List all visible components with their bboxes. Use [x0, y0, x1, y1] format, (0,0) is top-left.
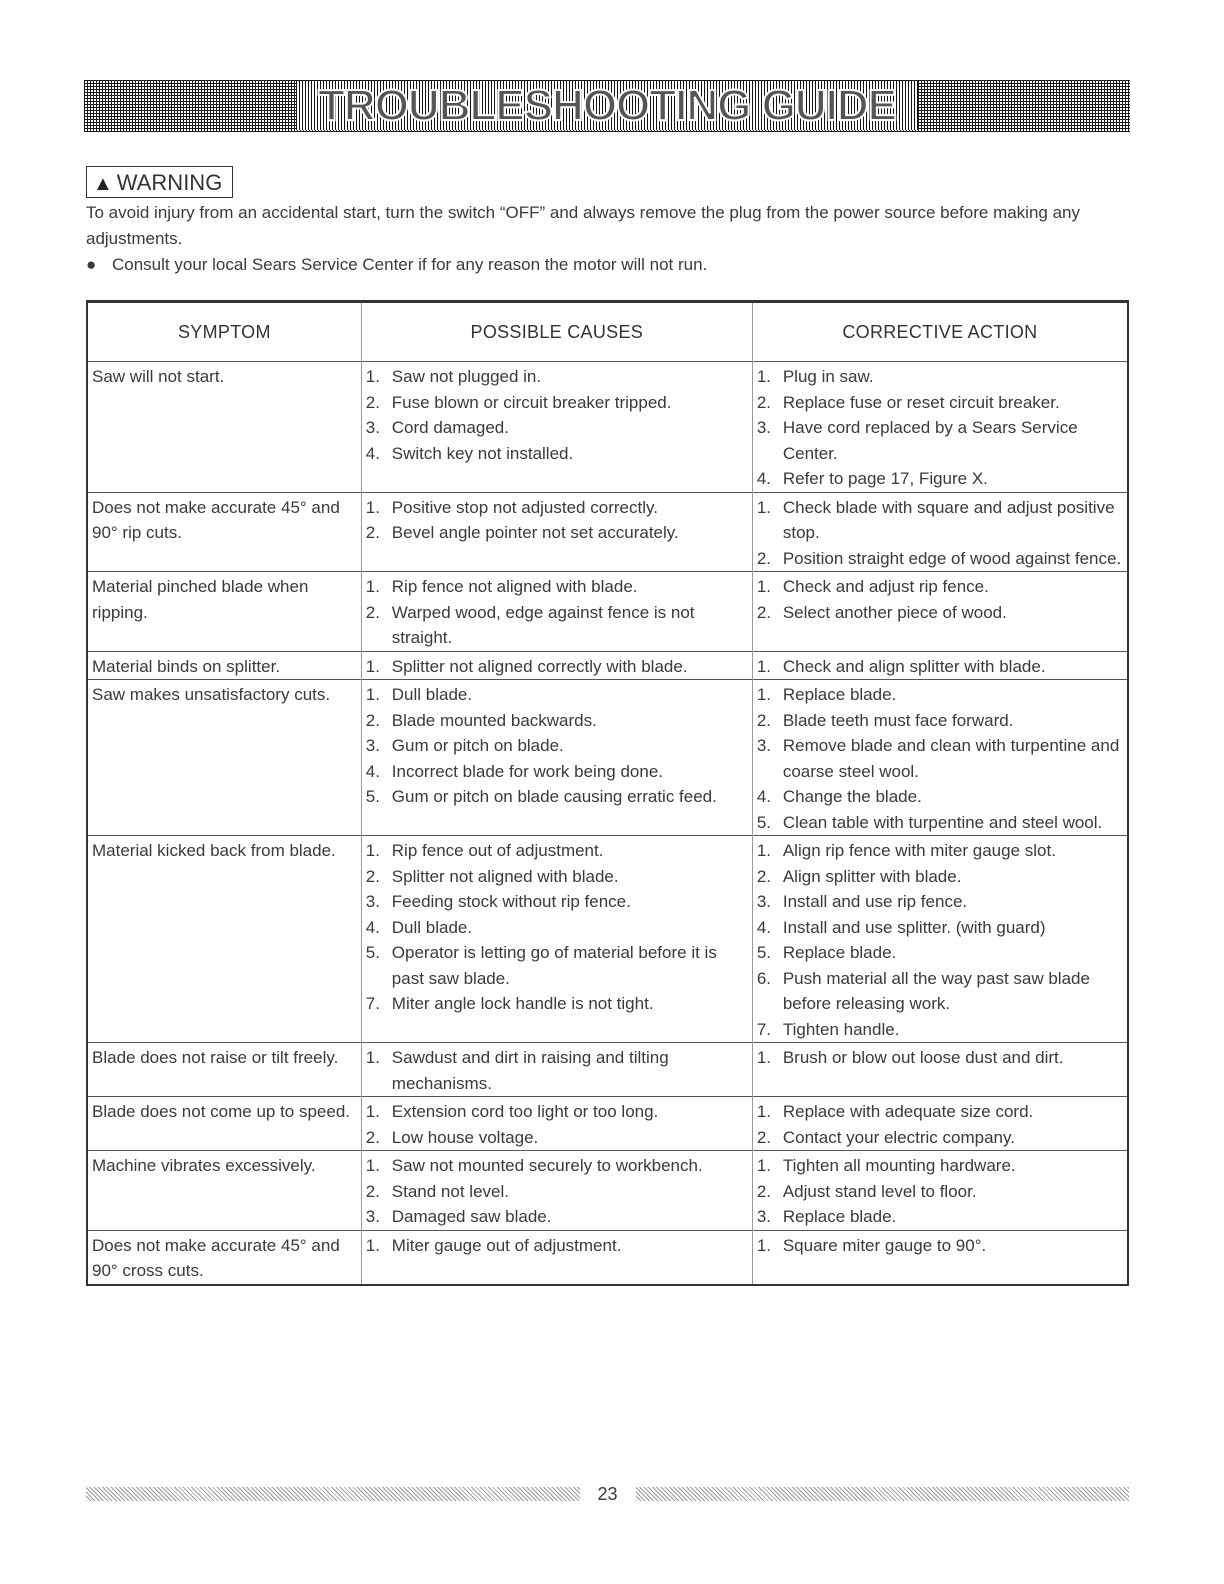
symptom-cell: Saw makes unsatisfactory cuts.: [87, 680, 361, 836]
item-number: 5.: [365, 787, 380, 806]
item-text: Positive stop not adjusted correctly.: [391, 497, 658, 517]
item-text: Miter gauge out of adjustment.: [391, 1235, 622, 1255]
action-item: [757, 466, 1125, 492]
item-text: Incorrect blade for work being done.: [391, 761, 663, 781]
item-number: 5.: [756, 812, 772, 832]
cause-item: [366, 520, 750, 546]
symptom-cell: Material binds on splitter.: [87, 651, 361, 680]
item-text: Switch key not installed.: [391, 443, 574, 463]
cause-item: [366, 682, 750, 708]
item-text: Plug in saw.: [782, 367, 874, 386]
item-text: Select another piece of wood.: [782, 602, 1007, 622]
causes-cell: [361, 1097, 752, 1151]
table-row: [87, 362, 1128, 493]
item-text: Blade teeth must face forward.: [782, 710, 1014, 730]
item-text: Tighten all mounting hardware.: [782, 1156, 1016, 1175]
cause-item: [366, 838, 750, 864]
causes-cell: [361, 680, 752, 836]
symptom-cell: Blade does not come up to speed.: [87, 1097, 361, 1151]
cause-item: [366, 759, 750, 785]
item-number: 2.: [756, 866, 772, 886]
item-number: 2.: [756, 1181, 772, 1201]
warning-text-block: [86, 200, 1126, 278]
symptom-cell: Blade does not raise or tilt freely.: [87, 1043, 361, 1097]
action-item: [757, 864, 1125, 890]
item-number: 1.: [756, 367, 772, 386]
action-item: [757, 1153, 1125, 1179]
item-number: 1.: [365, 1048, 380, 1067]
cause-item: [366, 940, 750, 991]
actions-cell: [752, 492, 1128, 572]
causes-cell: [361, 1230, 752, 1285]
cause-item: [366, 1045, 750, 1096]
actions-cell: [752, 836, 1128, 1043]
item-number: 2.: [365, 523, 380, 542]
symptom-cell: Material pinched blade when ripping.: [87, 572, 361, 652]
item-number: 1.: [365, 577, 380, 596]
item-text: Clean table with turpentine and steel wool.: [782, 812, 1103, 832]
action-item: [757, 390, 1125, 416]
action-item: [757, 708, 1125, 734]
actions-cell: [752, 1043, 1128, 1097]
warning-bullet: [86, 252, 1126, 278]
item-text: Low house voltage.: [391, 1127, 539, 1147]
action-item: [757, 495, 1125, 546]
action-item: [757, 784, 1125, 810]
item-text: Install and use splitter. (with guard): [782, 917, 1046, 937]
symptom-cell: Does not make accurate 45° and 90° rip cuts.: [87, 492, 361, 572]
item-number: 2.: [365, 1127, 380, 1147]
table-row: [87, 572, 1128, 652]
actions-cell: [752, 651, 1128, 680]
item-text: Replace blade.: [782, 943, 897, 962]
action-item: [757, 574, 1125, 600]
item-number: 4.: [756, 917, 772, 937]
cause-item: [366, 1153, 750, 1179]
item-text: Stand not level.: [391, 1181, 509, 1201]
item-number: 4.: [365, 443, 380, 463]
action-item: [757, 654, 1125, 680]
cause-item: [366, 441, 750, 467]
cause-item: [366, 1204, 750, 1230]
item-number: 2.: [756, 548, 772, 568]
warning-label: [86, 166, 233, 198]
item-number: 2.: [756, 1127, 772, 1147]
cause-item: [366, 991, 750, 1017]
item-text: Gum or pitch on blade.: [391, 736, 564, 755]
table-row: [87, 1097, 1128, 1151]
item-number: 3.: [756, 1207, 772, 1226]
item-text: Align splitter with blade.: [782, 866, 962, 886]
action-item: [757, 1204, 1125, 1230]
item-number: 5.: [756, 943, 772, 962]
item-number: 3.: [756, 736, 772, 755]
item-number: 3.: [365, 1207, 380, 1226]
causes-cell: [361, 1043, 752, 1097]
item-text: Replace blade.: [782, 1207, 897, 1226]
item-number: 2.: [365, 1181, 380, 1201]
item-text: Miter angle lock handle is not tight.: [391, 994, 654, 1013]
item-text: Brush or blow out loose dust and dirt.: [782, 1048, 1064, 1067]
item-text: Rip fence not aligned with blade.: [391, 577, 638, 596]
actions-cell: [752, 1230, 1128, 1285]
item-number: 2.: [365, 866, 380, 886]
item-number: 7.: [756, 1019, 772, 1039]
item-number: 1.: [365, 656, 380, 676]
item-text: Fuse blown or circuit breaker tripped.: [391, 392, 672, 412]
item-number: 1.: [756, 1102, 772, 1121]
warning-label-text: WARNING: [116, 170, 223, 195]
action-item: [757, 733, 1125, 784]
item-number: 1.: [756, 497, 772, 517]
item-text: Feeding stock without rip fence.: [391, 892, 631, 911]
cause-item: [366, 654, 750, 680]
page-title: TROUBLESHOOTING GUIDE: [296, 81, 918, 130]
item-number: 1.: [756, 841, 772, 860]
action-item: [757, 1179, 1125, 1205]
cause-item: [366, 390, 750, 416]
action-item: [757, 1125, 1125, 1151]
action-item: [757, 1099, 1125, 1125]
item-text: Change the blade.: [782, 787, 922, 806]
cause-item: [366, 1099, 750, 1125]
action-item: [757, 415, 1125, 466]
item-text: Damaged saw blade.: [391, 1207, 552, 1226]
action-item: [757, 838, 1125, 864]
item-number: 1.: [756, 1048, 772, 1067]
table-row: [87, 836, 1128, 1043]
action-item: [757, 915, 1125, 941]
troubleshooting-table: [86, 300, 1129, 1286]
item-text: Remove blade and clean with turpentine and coarse steel wool.: [782, 736, 1120, 781]
item-text: Check and align splitter with blade.: [782, 656, 1046, 676]
table-row: [87, 492, 1128, 572]
header-corrective-action: CORRECTIVE ACTION: [752, 302, 1128, 362]
causes-cell: [361, 1151, 752, 1231]
item-number: 3.: [756, 418, 772, 437]
item-number: 1.: [365, 367, 380, 386]
item-number: 4.: [756, 787, 772, 806]
cause-item: [366, 708, 750, 734]
cause-item: [366, 495, 750, 521]
item-text: Saw not plugged in.: [391, 367, 542, 386]
causes-cell: [361, 836, 752, 1043]
item-number: 2.: [756, 710, 772, 730]
bullet-icon: ●: [86, 255, 97, 274]
action-item: [757, 810, 1125, 836]
action-item: [757, 1233, 1125, 1259]
cause-item: [366, 915, 750, 941]
item-text: Check and adjust rip fence.: [782, 577, 989, 596]
item-text: Dull blade.: [391, 917, 473, 937]
actions-cell: [752, 1097, 1128, 1151]
item-text: Operator is letting go of material before it is past saw blade.: [391, 943, 717, 988]
item-text: Check blade with square and adjust positive stop.: [782, 497, 1115, 542]
cause-item: [366, 574, 750, 600]
page-number: 23: [597, 1483, 618, 1504]
action-item: [757, 966, 1125, 1017]
cause-item: [366, 1125, 750, 1151]
item-text: Warped wood, edge against fence is not straight.: [391, 602, 695, 647]
item-number: 1.: [756, 577, 772, 596]
item-number: 3.: [365, 418, 380, 437]
causes-cell: [361, 651, 752, 680]
header-possible-causes: POSSIBLE CAUSES: [361, 302, 752, 362]
item-text: Adjust stand level to floor.: [782, 1181, 977, 1201]
action-item: [757, 546, 1125, 572]
symptom-cell: Does not make accurate 45° and 90° cross cuts.: [87, 1230, 361, 1285]
action-item: [757, 364, 1125, 390]
item-number: 3.: [365, 736, 380, 755]
item-number: 1.: [756, 656, 772, 676]
item-number: 1.: [365, 1156, 380, 1175]
item-number: 6.: [756, 968, 772, 988]
item-number: 1.: [756, 1235, 772, 1255]
symptom-cell: Saw will not start.: [87, 362, 361, 493]
cause-item: [366, 784, 750, 810]
cause-item: [366, 864, 750, 890]
item-number: 5.: [365, 943, 380, 962]
item-text: Splitter not aligned correctly with blade.: [391, 656, 688, 676]
item-number: 1.: [365, 497, 380, 517]
table-row: [87, 651, 1128, 680]
item-number: 1.: [365, 1235, 380, 1255]
causes-cell: [361, 492, 752, 572]
item-number: 2.: [365, 392, 380, 412]
cause-item: [366, 1179, 750, 1205]
actions-cell: [752, 680, 1128, 836]
item-text: Blade mounted backwards.: [391, 710, 597, 730]
item-text: Dull blade.: [391, 685, 473, 704]
item-text: Replace with adequate size cord.: [782, 1102, 1034, 1121]
item-number: 1.: [365, 841, 380, 860]
item-text: Have cord replaced by a Sears Service Center.: [782, 418, 1078, 463]
item-number: 2.: [756, 392, 772, 412]
item-text: Sawdust and dirt in raising and tilting mechanisms.: [391, 1048, 669, 1093]
warning-triangle-icon: ▲: [93, 173, 113, 195]
cause-item: [366, 733, 750, 759]
causes-cell: [361, 362, 752, 493]
item-text: Cord damaged.: [391, 418, 509, 437]
item-text: Splitter not aligned with blade.: [391, 866, 619, 886]
item-text: Bevel angle pointer not set accurately.: [391, 523, 679, 542]
item-text: Contact your electric company.: [782, 1127, 1015, 1147]
symptom-cell: Machine vibrates excessively.: [87, 1151, 361, 1231]
item-number: 4.: [365, 917, 380, 937]
table-row: [87, 1230, 1128, 1285]
cause-item: [366, 364, 750, 390]
item-number: 3.: [365, 892, 380, 911]
cause-item: [366, 600, 750, 651]
header-symptom: SYMPTOM: [178, 321, 271, 342]
item-number: 2.: [365, 602, 380, 622]
warning-text: To avoid injury from an accidental start, turn the switch “OFF” and always remove the plug from the power source before making any adjustments.: [86, 203, 1081, 248]
footer-rule-left: [86, 1487, 580, 1501]
causes-cell: [361, 572, 752, 652]
item-number: 7.: [365, 994, 380, 1013]
table-row: [87, 1043, 1128, 1097]
actions-cell: [752, 1151, 1128, 1231]
item-text: Position straight edge of wood against fence.: [782, 548, 1122, 568]
item-text: Rip fence out of adjustment.: [391, 841, 604, 860]
item-text: Gum or pitch on blade causing erratic feed.: [391, 787, 717, 806]
cause-item: [366, 1233, 750, 1259]
item-text: Install and use rip fence.: [782, 892, 968, 911]
item-number: 1.: [365, 1102, 380, 1121]
actions-cell: [752, 572, 1128, 652]
action-item: [757, 600, 1125, 626]
item-text: Saw not mounted securely to workbench.: [391, 1156, 703, 1175]
item-number: 3.: [756, 892, 772, 911]
footer-rule-right: [636, 1487, 1130, 1501]
table-row: [87, 1151, 1128, 1231]
action-item: [757, 1017, 1125, 1043]
action-item: [757, 682, 1125, 708]
title-banner: [84, 80, 1130, 132]
table-row: [87, 680, 1128, 836]
item-number: 1.: [756, 685, 772, 704]
item-text: Extension cord too light or too long.: [391, 1102, 659, 1121]
actions-cell: [752, 362, 1128, 493]
action-item: [757, 889, 1125, 915]
symptom-cell: Material kicked back from blade.: [87, 836, 361, 1043]
page-footer: [86, 1484, 1129, 1504]
item-text: Tighten handle.: [782, 1019, 900, 1039]
item-number: 4.: [756, 469, 772, 488]
warning-bullet-text: Consult your local Sears Service Center if for any reason the motor will not run.: [112, 255, 708, 274]
action-item: [757, 940, 1125, 966]
cause-item: [366, 415, 750, 441]
item-number: 4.: [365, 761, 380, 781]
item-number: 1.: [756, 1156, 772, 1175]
item-text: Align rip fence with miter gauge slot.: [782, 841, 1056, 860]
item-number: 2.: [365, 710, 380, 730]
item-text: Push material all the way past saw blade before releasing work.: [782, 968, 1090, 1013]
item-text: Square miter gauge to 90°.: [782, 1235, 987, 1255]
item-number: 2.: [756, 602, 772, 622]
item-number: 1.: [365, 685, 380, 704]
item-text: Refer to page 17, Figure X.: [782, 469, 988, 488]
cause-item: [366, 889, 750, 915]
action-item: [757, 1045, 1125, 1071]
item-text: Replace fuse or reset circuit breaker.: [782, 392, 1060, 412]
item-text: Replace blade.: [782, 685, 897, 704]
